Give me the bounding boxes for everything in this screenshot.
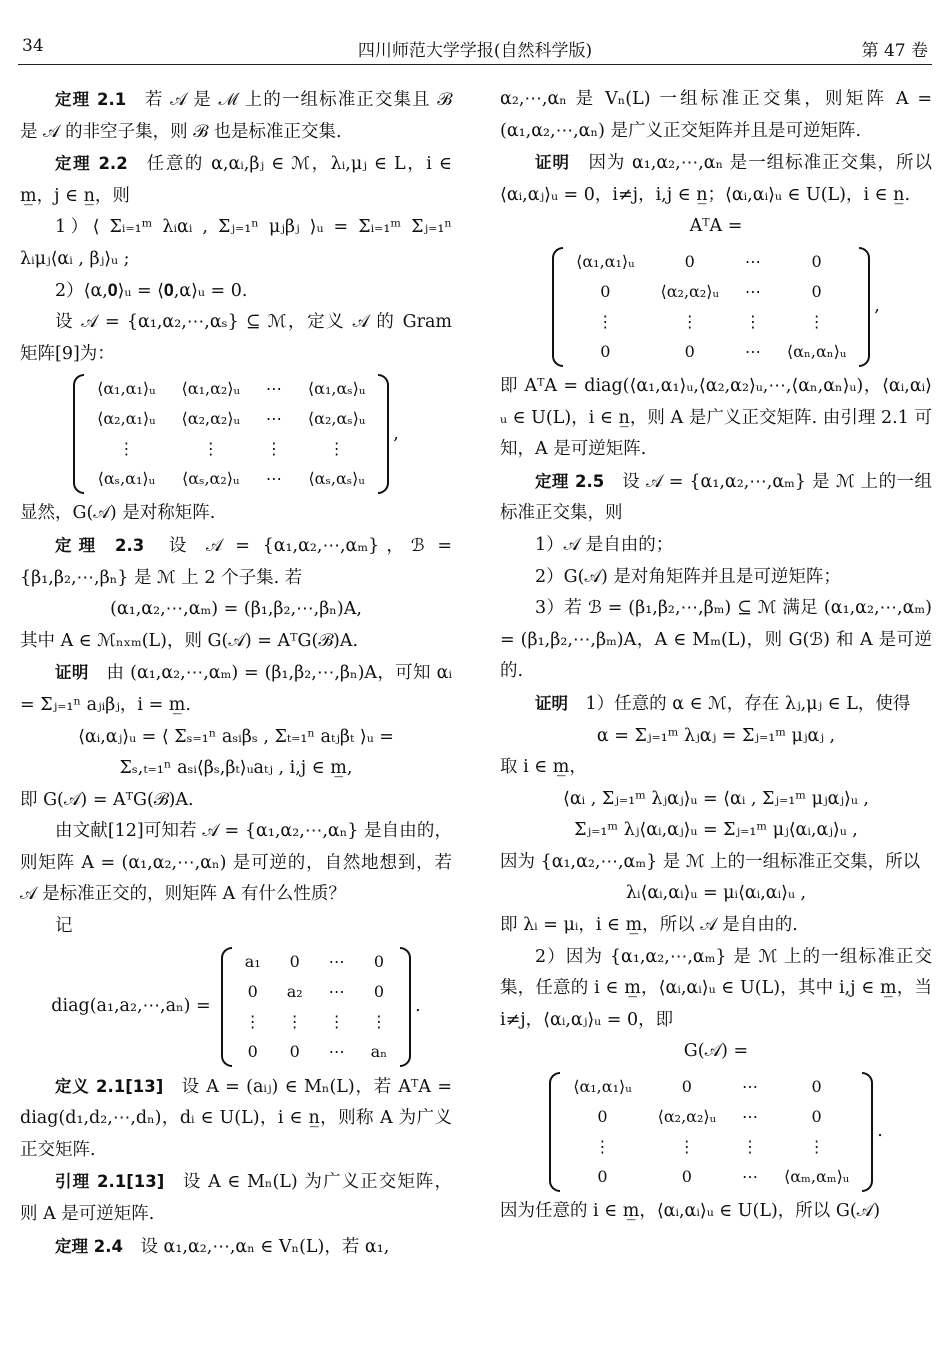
matrix-row xyxy=(232,947,400,977)
page-header xyxy=(0,28,950,68)
paragraph-text: 2）因为 {α₁,α₂,⋯,αₘ} 是 ℳ 上的一组标准正交集，任意的 i ∈ m̲，⟨αᵢ,αᵢ⟩ᵤ ∈ U(L)，其中 i,j ∈ m̲，当 i≠j，⟨αᵢ,αⱼ⟩ᵤ = 0，即 xyxy=(500,946,932,1030)
matrix-cell: ⋯ xyxy=(265,469,282,489)
matrix-cell: ⟨α₂,α₁⟩ᵤ xyxy=(97,409,156,429)
paragraph-text: 设 α₁,α₂,⋯,αₙ ∈ Vₙ(L)，若 α₁, xyxy=(140,1236,390,1257)
matrix-cell: ⋮ xyxy=(328,439,345,459)
matrix-cell: ⋯ xyxy=(744,341,761,361)
block-label: 定义 2.1[13] xyxy=(55,1076,164,1096)
block-label: 证明 xyxy=(535,153,570,173)
paragraph-text: 即 λᵢ = μᵢ，i ∈ m̲，所以 𝒜 是自由的. xyxy=(500,915,798,936)
matrix-cell: 0 xyxy=(289,951,300,971)
block-label: 证明 xyxy=(55,663,89,683)
matrix-cell: 0 xyxy=(597,1107,608,1127)
paragraph xyxy=(500,593,932,688)
matrix-table xyxy=(84,374,378,494)
paragraph-text: 设 𝒜 = {α₁,α₂,⋯,αₘ}，ℬ = {β₁,β₂,⋯,βₙ} 是 ℳ 上 2 个子集. 若 xyxy=(20,535,452,588)
matrix-left-bracket xyxy=(221,947,232,1067)
paragraph xyxy=(20,212,452,275)
paragraph xyxy=(20,276,452,308)
equation: Σₛ,ₜ₌₁ⁿ aₛᵢ⟨βₛ,βₜ⟩ᵤaₜⱼ , i,j ∈ m̲, xyxy=(119,758,353,779)
paragraph-text: 记 xyxy=(55,916,73,937)
matrix-cell: 0 xyxy=(681,1167,692,1187)
paragraph-text: 设 A ∈ Mₙ(L) 为广义正交矩阵，则 A 是可逆矩阵. xyxy=(20,1172,452,1225)
matrix-cell: ⋮ xyxy=(328,1011,345,1031)
matrix-cell: ⋮ xyxy=(594,1137,611,1157)
paragraph xyxy=(20,911,452,943)
matrix-cell: 0 xyxy=(597,1167,608,1187)
theorem-paragraph xyxy=(500,688,932,721)
matrix-cell: ⟨α₂,α₂⟩ᵤ xyxy=(181,409,240,429)
matrix-cell: ⋮ xyxy=(678,1137,695,1157)
matrix-row xyxy=(232,1007,400,1037)
matrix-cell: ⋮ xyxy=(744,311,761,331)
equation: (α₁,α₂,⋯,αₘ) = (β₁,β₂,⋯,βₙ)A, xyxy=(110,599,362,620)
matrix-cell: ⋮ xyxy=(265,439,282,459)
paragraph xyxy=(20,307,452,370)
equation: AᵀA = xyxy=(689,216,743,237)
equation: G(𝒜) = xyxy=(683,1041,749,1062)
block-label: 定理 2.2 xyxy=(55,154,128,174)
paragraph-text: 显然，G(𝒜) 是对称矩阵. xyxy=(20,503,216,524)
paragraph-text: 设 𝒜 = {α₁,α₂,⋯,αₘ} 是 ℳ 上的一组标准正交集，则 xyxy=(500,471,932,524)
matrix-cell: ⋯ xyxy=(265,409,282,429)
matrix-cell: 0 xyxy=(681,1077,692,1097)
matrix-table xyxy=(232,947,400,1067)
matrix-cell: 0 xyxy=(811,1107,822,1127)
paragraph xyxy=(500,910,932,942)
matrix-cell: 0 xyxy=(684,341,695,361)
matrix-row xyxy=(560,1102,862,1132)
matrix-row xyxy=(84,464,378,494)
matrix-cell: ⋯ xyxy=(742,1107,758,1127)
theorem-paragraph xyxy=(20,148,452,212)
matrix-table xyxy=(563,247,859,367)
paragraph-text: 由 (α₁,α₂,⋯,αₘ) = (β₁,β₂,⋯,βₙ)A，可知 αᵢ = Σⱼ₌₁ⁿ aⱼᵢβⱼ，i = m̲. xyxy=(20,663,452,715)
matrix-cell: aₙ xyxy=(370,1041,388,1061)
matrix-row xyxy=(560,1072,862,1102)
equation: α = Σⱼ₌₁ᵐ λⱼαⱼ = Σⱼ₌₁ᵐ μⱼαⱼ , xyxy=(596,725,836,746)
paragraph-text: 任意的 α,αᵢ,βⱼ ∈ ℳ，λᵢ,μⱼ ∈ L，i ∈ m̲，j ∈ n̲，则 xyxy=(20,154,452,206)
matrix-cell: ⟨α₁,α₁⟩ᵤ xyxy=(576,251,635,271)
matrix-cell: ⋮ xyxy=(118,439,135,459)
paragraph-text: 由文献[12]可知若 𝒜 = {α₁,α₂,⋯,αₙ} 是自由的，则矩阵 A = (α₁,α₂,⋯,αₙ) 是可逆的，自然地想到，若 𝒜 是标准正交的，则矩阵 A 有什么性质？ xyxy=(20,821,452,905)
paragraph-text: α₂,⋯,αₙ 是 Vₙ(L) 一组标准正交集，则矩阵 A = (α₁,α₂,⋯,αₙ) 是广义正交矩阵并且是可逆矩阵. xyxy=(500,89,932,141)
matrix-row xyxy=(563,307,859,337)
matrix-cell: 0 xyxy=(289,1041,300,1061)
matrix-cell: 0 xyxy=(247,1041,258,1061)
equation: λᵢ⟨αᵢ,αᵢ⟩ᵤ = μᵢ⟨αᵢ,αᵢ⟩ᵤ , xyxy=(625,883,807,904)
matrix-cell: 0 xyxy=(373,981,384,1001)
matrix-cell: ⋮ xyxy=(244,1011,261,1031)
equation: Σⱼ₌₁ᵐ λⱼ⟨αᵢ,αⱼ⟩ᵤ = Σⱼ₌₁ᵐ μⱼ⟨αᵢ,αⱼ⟩ᵤ , xyxy=(574,820,858,841)
matrix-suffix: . xyxy=(877,1121,883,1142)
matrix-row xyxy=(84,374,378,404)
journal-title: 四川师范大学学报(自然科学版) xyxy=(357,41,593,61)
matrix-cell: 0 xyxy=(811,281,822,301)
theorem-paragraph xyxy=(500,147,932,211)
paragraph-text: 1）𝒜 是自由的； xyxy=(535,534,674,555)
theorem-paragraph xyxy=(20,1071,452,1167)
paragraph xyxy=(500,1196,932,1228)
paragraph-text: 因为任意的 i ∈ m̲，⟨αᵢ,αᵢ⟩ᵤ ∈ U(L)，所以 G(𝒜) xyxy=(500,1201,881,1222)
matrix-cell: ⟨α₂,α₂⟩ᵤ xyxy=(657,1107,716,1127)
matrix-cell: ⋮ xyxy=(681,311,698,331)
matrix-row xyxy=(232,977,400,1007)
paragraph-text: 1）任意的 α ∈ ℳ，存在 λⱼ,μⱼ ∈ L，使得 xyxy=(585,693,911,714)
matrix-cell: ⟨α₁,α₁⟩ᵤ xyxy=(573,1077,632,1097)
matrix-cell: ⟨αₙ,αₙ⟩ᵤ xyxy=(786,341,847,361)
matrix-row xyxy=(560,1162,862,1192)
paragraph xyxy=(500,847,932,879)
matrix-cell: ⋮ xyxy=(286,1011,303,1031)
matrix-row xyxy=(563,247,859,277)
matrix-cell: a₁ xyxy=(244,951,261,971)
matrix-suffix: , xyxy=(874,296,880,317)
block-label: 引理 2.1[13] xyxy=(55,1172,165,1192)
matrix-right-bracket xyxy=(400,947,411,1067)
block-label: 证明 xyxy=(535,693,568,713)
matrix-cell: ⋯ xyxy=(328,981,345,1001)
theorem-paragraph xyxy=(20,1231,452,1264)
paragraph-text: 2）G(𝒜) 是对角矩阵并且是可逆矩阵； xyxy=(535,566,841,587)
matrix-cell: ⟨α₁,α₁⟩ᵤ xyxy=(97,379,156,399)
matrix-right-bracket xyxy=(378,374,389,494)
paragraph-text: 3）若 ℬ = (β₁,β₂,⋯,βₘ) ⊆ ℳ 满足 (α₁,α₂,⋯,αₘ) = (β₁,β₂,⋯,βₘ)A，A ∈ Mₘ(L)，则 G(ℬ) 和 A 是可逆的. xyxy=(500,598,932,682)
matrix-left-bracket xyxy=(549,1072,560,1192)
matrix-row xyxy=(563,337,859,367)
matrix-cell: a₂ xyxy=(286,981,303,1001)
matrix-suffix: , xyxy=(393,423,399,444)
matrix-cell: ⋯ xyxy=(744,251,761,271)
theorem-paragraph xyxy=(20,84,452,148)
matrix-cell: ⟨αₛ,αₛ⟩ᵤ xyxy=(308,469,365,489)
paragraph-text: 2）⟨α,𝟎⟩ᵤ = ⟨𝟎,α⟩ᵤ = 0. xyxy=(55,280,248,301)
equation: ⟨αᵢ,αⱼ⟩ᵤ = ⟨ Σₛ₌₁ⁿ aₛᵢβₛ , Σₜ₌₁ⁿ aₜⱼβₜ ⟩ᵤ = xyxy=(78,726,394,747)
paragraph-text: 设 A = (aᵢⱼ) ∈ Mₙ(L)，若 AᵀA = diag(d₁,d₂,⋯,dₙ)，dᵢ ∈ U(L)，i ∈ n̲，则称 A 为广义正交矩阵. xyxy=(20,1076,452,1160)
paragraph-text: 即 AᵀA = diag(⟨α₁,α₁⟩ᵤ,⟨α₂,α₂⟩ᵤ,⋯,⟨αₙ,αₙ⟩ᵤ)，⟨αᵢ,αᵢ⟩ᵤ ∈ U(L)，i ∈ n̲，则 A 是广义正交矩阵. 由引理 2.1 可知，A 是可逆矩阵. xyxy=(500,375,932,460)
matrix-cell: ⋯ xyxy=(265,379,282,399)
matrix-cell: ⟨α₁,α₂⟩ᵤ xyxy=(181,379,240,399)
matrix-cell: 0 xyxy=(600,341,611,361)
right-column xyxy=(500,84,932,1228)
matrix-cell: 0 xyxy=(684,251,695,271)
matrix-cell: ⋮ xyxy=(742,1137,758,1157)
paragraph-text: 其中 A ∈ ℳₙₓₘ(L)，则 G(𝒜) = AᵀG(ℬ)A. xyxy=(20,630,359,651)
matrix-prefix: diag(a₁,a₂,⋯,aₙ) = xyxy=(51,995,211,1016)
paragraph-text: 因为 α₁,α₂,⋯,αₙ 是一组标准正交集，所以 ⟨αᵢ,αⱼ⟩ᵤ = 0，i≠j，i,j ∈ n̲；⟨αᵢ,αᵢ⟩ᵤ ∈ U(L)，i ∈ n̲. xyxy=(500,153,933,205)
matrix-cell: ⟨αₛ,α₂⟩ᵤ xyxy=(182,469,240,489)
matrix-right-bracket xyxy=(859,247,870,367)
matrix-cell: 0 xyxy=(600,281,611,301)
paragraph xyxy=(500,530,932,562)
paragraph xyxy=(500,84,932,147)
matrix-cell: 0 xyxy=(247,981,258,1001)
block-label: 定理 2.5 xyxy=(535,471,605,491)
matrix-row xyxy=(84,404,378,434)
matrix-cell: ⋮ xyxy=(597,311,614,331)
paragraph-text: 设 𝒜 = {α₁,α₂,⋯,αₛ} ⊆ ℳ，定义 𝒜 的 Gram 矩阵[9]为： xyxy=(20,312,452,364)
matrix-cell: ⟨αₘ,αₘ⟩ᵤ xyxy=(784,1167,850,1187)
block-label: 定理 2.4 xyxy=(55,1236,123,1256)
matrix-cell: 0 xyxy=(811,1077,822,1097)
matrix xyxy=(20,374,452,494)
paragraph xyxy=(20,816,452,911)
volume-label: 第 47 卷 xyxy=(861,41,928,61)
matrix-cell: 0 xyxy=(811,251,822,271)
matrix-cell: ⋯ xyxy=(742,1167,758,1187)
matrix-row xyxy=(563,277,859,307)
matrix-right-bracket xyxy=(862,1072,873,1192)
matrix-cell: 0 xyxy=(373,951,384,971)
paragraph xyxy=(500,942,932,1037)
page-number: 34 xyxy=(22,36,44,56)
matrix xyxy=(20,947,452,1067)
matrix xyxy=(500,1072,932,1192)
matrix-cell: ⟨α₂,αₛ⟩ᵤ xyxy=(307,409,366,429)
matrix-cell: ⋯ xyxy=(742,1077,758,1097)
matrix-cell: ⋯ xyxy=(328,951,345,971)
matrix-row xyxy=(560,1132,862,1162)
matrix-left-bracket xyxy=(73,374,84,494)
theorem-paragraph xyxy=(20,530,452,594)
matrix-cell: ⋮ xyxy=(202,439,219,459)
theorem-paragraph xyxy=(20,1166,452,1230)
left-column xyxy=(20,84,452,1263)
matrix-cell: ⋮ xyxy=(808,311,825,331)
matrix-cell: ⋮ xyxy=(808,1137,825,1157)
paragraph xyxy=(20,785,452,817)
paragraph xyxy=(20,626,452,658)
paragraph-text: 取 i ∈ m̲， xyxy=(500,757,587,778)
header-rule xyxy=(18,64,932,65)
matrix-cell: ⟨α₂,α₂⟩ᵤ xyxy=(660,281,719,301)
paragraph-text: 即 G(𝒜) = AᵀG(ℬ)A. xyxy=(20,789,194,810)
equation: ⟨αᵢ , Σⱼ₌₁ᵐ λⱼαⱼ⟩ᵤ = ⟨αᵢ , Σⱼ₌₁ᵐ μⱼαⱼ⟩ᵤ , xyxy=(563,788,869,809)
theorem-paragraph xyxy=(20,657,452,721)
paragraph-text: 1）⟨ Σᵢ₌₁ᵐ λᵢαᵢ , Σⱼ₌₁ⁿ μⱼβⱼ ⟩ᵤ = Σᵢ₌₁ᵐ Σⱼ₌₁ⁿ λᵢμⱼ⟨αᵢ , βⱼ⟩ᵤ ; xyxy=(20,217,452,269)
matrix-left-bracket xyxy=(552,247,563,367)
matrix-suffix: . xyxy=(415,995,421,1016)
matrix-cell: ⋯ xyxy=(744,281,761,301)
matrix-cell: ⟨α₁,αₛ⟩ᵤ xyxy=(307,379,366,399)
theorem-paragraph xyxy=(500,466,932,530)
paragraph xyxy=(500,371,932,466)
paragraph-text: 若 𝒜 是 ℳ 上的一组标准正交集且 ℬ 是 𝒜 的非空子集，则 ℬ 也是标准正交集. xyxy=(20,90,452,142)
matrix-row xyxy=(84,434,378,464)
matrix-table xyxy=(560,1072,862,1192)
paragraph xyxy=(500,752,932,784)
matrix-cell: ⋯ xyxy=(328,1041,345,1061)
matrix xyxy=(500,247,932,367)
paragraph-text: 因为 {α₁,α₂,⋯,αₘ} 是 ℳ 上的一组标准正交集，所以 xyxy=(500,851,921,872)
matrix-row xyxy=(232,1037,400,1067)
matrix-cell: ⋮ xyxy=(370,1011,387,1031)
paragraph xyxy=(500,562,932,594)
block-label: 定理 2.3 xyxy=(55,535,145,555)
paragraph xyxy=(20,498,452,530)
matrix-cell: ⟨αₛ,α₁⟩ᵤ xyxy=(97,469,155,489)
block-label: 定理 2.1 xyxy=(55,90,127,109)
